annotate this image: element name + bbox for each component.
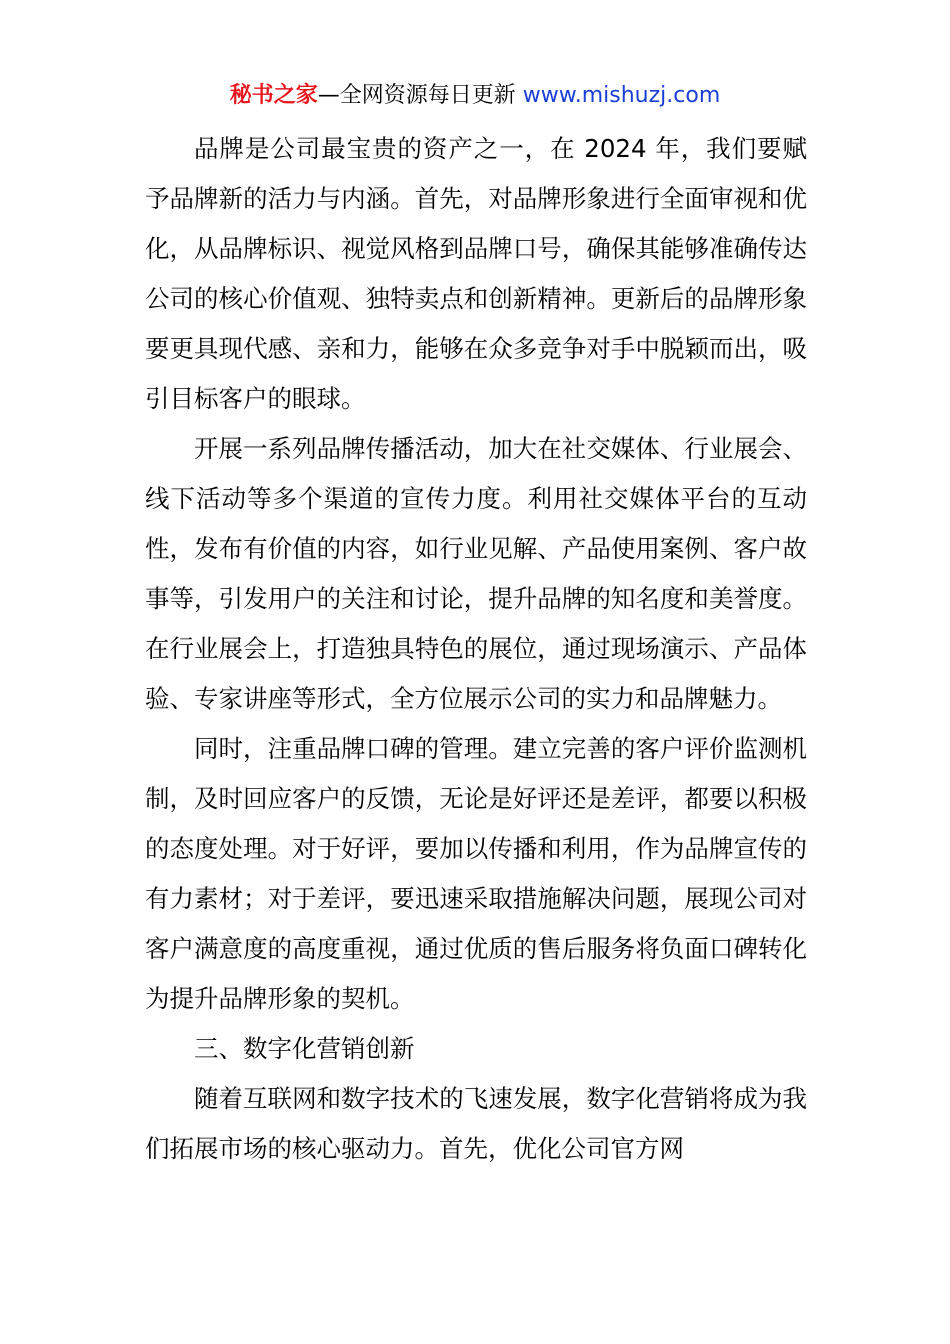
- paragraph-digital-marketing: 随着互联网和数字技术的飞速发展，数字化营销将成为我们拓展市场的核心驱动力。首先，优化公司官方网: [145, 1084, 807, 1163]
- document-body: [145, 124, 807, 1174]
- page-header: [0, 78, 950, 114]
- header-site-link[interactable]: www.mishuzj.com: [522, 83, 721, 108]
- header-brand: 秘书之家: [229, 83, 318, 108]
- paragraph-brand-campaigns: 开展一系列品牌传播活动，加大在社交媒体、行业展会、线下活动等多个渠道的宣传力度。利用社交媒体平台的互动性，发布有价值的内容，如行业见解、产品使用案例、客户故事等，引发用户的关注和讨论，提升品牌的知名度和美誉度。在行业展会上，打造独具特色的展位，通过现场演示、产品体验、专家讲座等形式，全方位展示公司的实力和品牌魅力。: [145, 434, 807, 713]
- paragraph-brand-reputation: 同时，注重品牌口碑的管理。建立完善的客户评价监测机制，及时回应客户的反馈，无论是好评还是差评，都要以积极的态度处理。对于好评，要加以传播和利用，作为品牌宣传的有力素材；对于差评，要迅速采取措施解决问题，展现公司对客户满意度的高度重视，通过优质的售后服务将负面口碑转化为提升品牌形象的契机。: [145, 734, 807, 1013]
- paragraph-brand-image: 品牌是公司最宝贵的资产之一，在 2024 年，我们要赋予品牌新的活力与内涵。首先，对品牌形象进行全面审视和优化，从品牌标识、视觉风格到品牌口号，确保其能够准确传达公司的核心价值观、独特卖点和创新精神。更新后的品牌形象要更具现代感、亲和力，能够在众多竞争对手中脱颖而出，吸引目标客户的眼球。: [145, 134, 807, 413]
- header-tagline: —全网资源每日更新: [317, 83, 516, 108]
- section-heading-digital-marketing: 三、数字化营销创新: [194, 1034, 415, 1063]
